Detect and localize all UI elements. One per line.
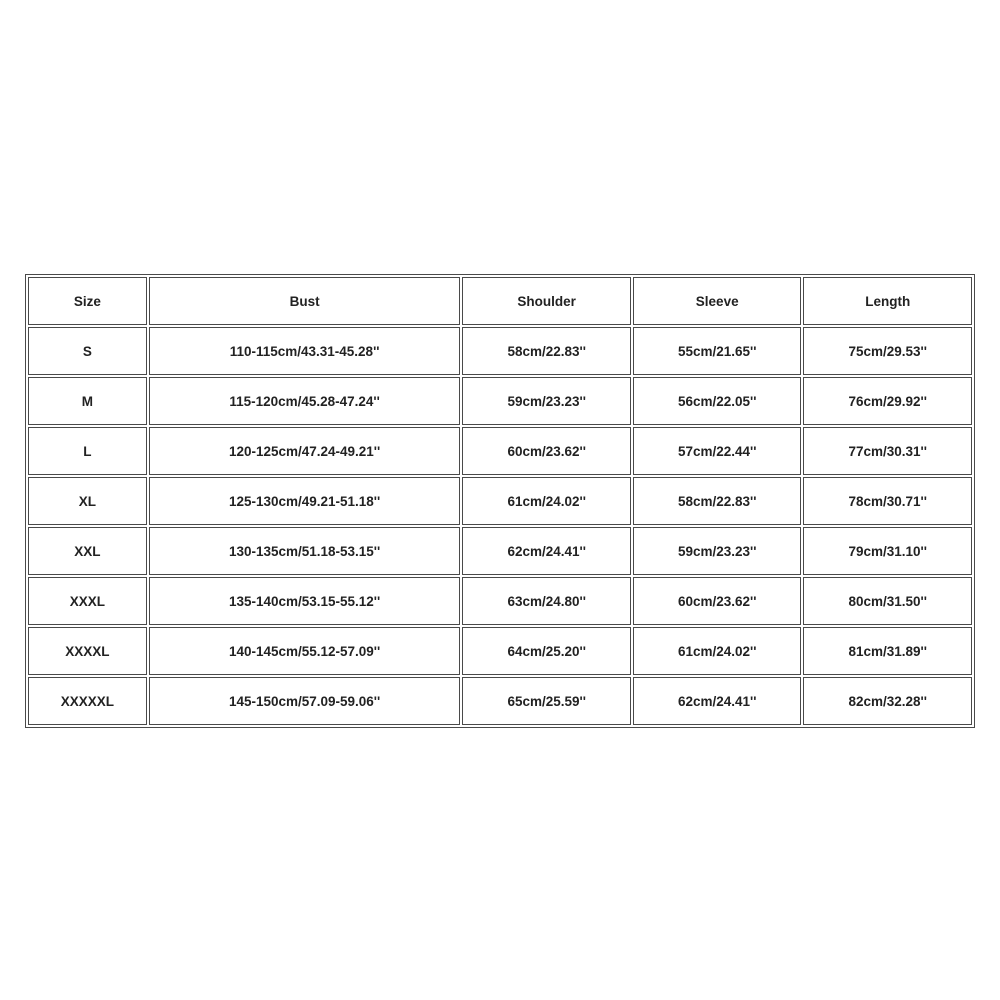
table-header-row xyxy=(28,277,972,325)
cell-bust: 120-125cm/47.24-49.21'' xyxy=(149,427,461,475)
cell-sleeve: 58cm/22.83'' xyxy=(633,477,802,525)
cell-bust: 130-135cm/51.18-53.15'' xyxy=(149,527,461,575)
cell-sleeve: 61cm/24.02'' xyxy=(633,627,802,675)
cell-length: 82cm/32.28'' xyxy=(803,677,972,725)
cell-bust: 135-140cm/53.15-55.12'' xyxy=(149,577,461,625)
cell-sleeve: 57cm/22.44'' xyxy=(633,427,802,475)
cell-sleeve: 59cm/23.23'' xyxy=(633,527,802,575)
size-chart-table xyxy=(25,274,975,728)
cell-sleeve: 55cm/21.65'' xyxy=(633,327,802,375)
cell-length: 80cm/31.50'' xyxy=(803,577,972,625)
cell-shoulder: 65cm/25.59'' xyxy=(462,677,631,725)
cell-size: XXXXL xyxy=(28,627,147,675)
table-row xyxy=(28,527,972,575)
cell-sleeve: 62cm/24.41'' xyxy=(633,677,802,725)
cell-length: 81cm/31.89'' xyxy=(803,627,972,675)
cell-size: M xyxy=(28,377,147,425)
cell-shoulder: 63cm/24.80'' xyxy=(462,577,631,625)
table-row xyxy=(28,677,972,725)
header-size: Size xyxy=(28,277,147,325)
table-row xyxy=(28,627,972,675)
cell-sleeve: 60cm/23.62'' xyxy=(633,577,802,625)
cell-length: 75cm/29.53'' xyxy=(803,327,972,375)
cell-bust: 110-115cm/43.31-45.28'' xyxy=(149,327,461,375)
header-sleeve: Sleeve xyxy=(633,277,802,325)
table-row xyxy=(28,477,972,525)
cell-bust: 125-130cm/49.21-51.18'' xyxy=(149,477,461,525)
cell-size: XXL xyxy=(28,527,147,575)
cell-size: XXXL xyxy=(28,577,147,625)
cell-shoulder: 61cm/24.02'' xyxy=(462,477,631,525)
cell-size: XXXXXL xyxy=(28,677,147,725)
cell-length: 79cm/31.10'' xyxy=(803,527,972,575)
cell-shoulder: 60cm/23.62'' xyxy=(462,427,631,475)
table-row xyxy=(28,377,972,425)
cell-length: 76cm/29.92'' xyxy=(803,377,972,425)
header-bust: Bust xyxy=(149,277,461,325)
cell-bust: 145-150cm/57.09-59.06'' xyxy=(149,677,461,725)
cell-length: 78cm/30.71'' xyxy=(803,477,972,525)
table-row xyxy=(28,427,972,475)
cell-shoulder: 64cm/25.20'' xyxy=(462,627,631,675)
cell-size: L xyxy=(28,427,147,475)
cell-shoulder: 59cm/23.23'' xyxy=(462,377,631,425)
table-row xyxy=(28,327,972,375)
cell-size: XL xyxy=(28,477,147,525)
header-length: Length xyxy=(803,277,972,325)
cell-length: 77cm/30.31'' xyxy=(803,427,972,475)
cell-bust: 115-120cm/45.28-47.24'' xyxy=(149,377,461,425)
cell-shoulder: 58cm/22.83'' xyxy=(462,327,631,375)
cell-bust: 140-145cm/55.12-57.09'' xyxy=(149,627,461,675)
table-row xyxy=(28,577,972,625)
cell-sleeve: 56cm/22.05'' xyxy=(633,377,802,425)
header-shoulder: Shoulder xyxy=(462,277,631,325)
cell-shoulder: 62cm/24.41'' xyxy=(462,527,631,575)
cell-size: S xyxy=(28,327,147,375)
